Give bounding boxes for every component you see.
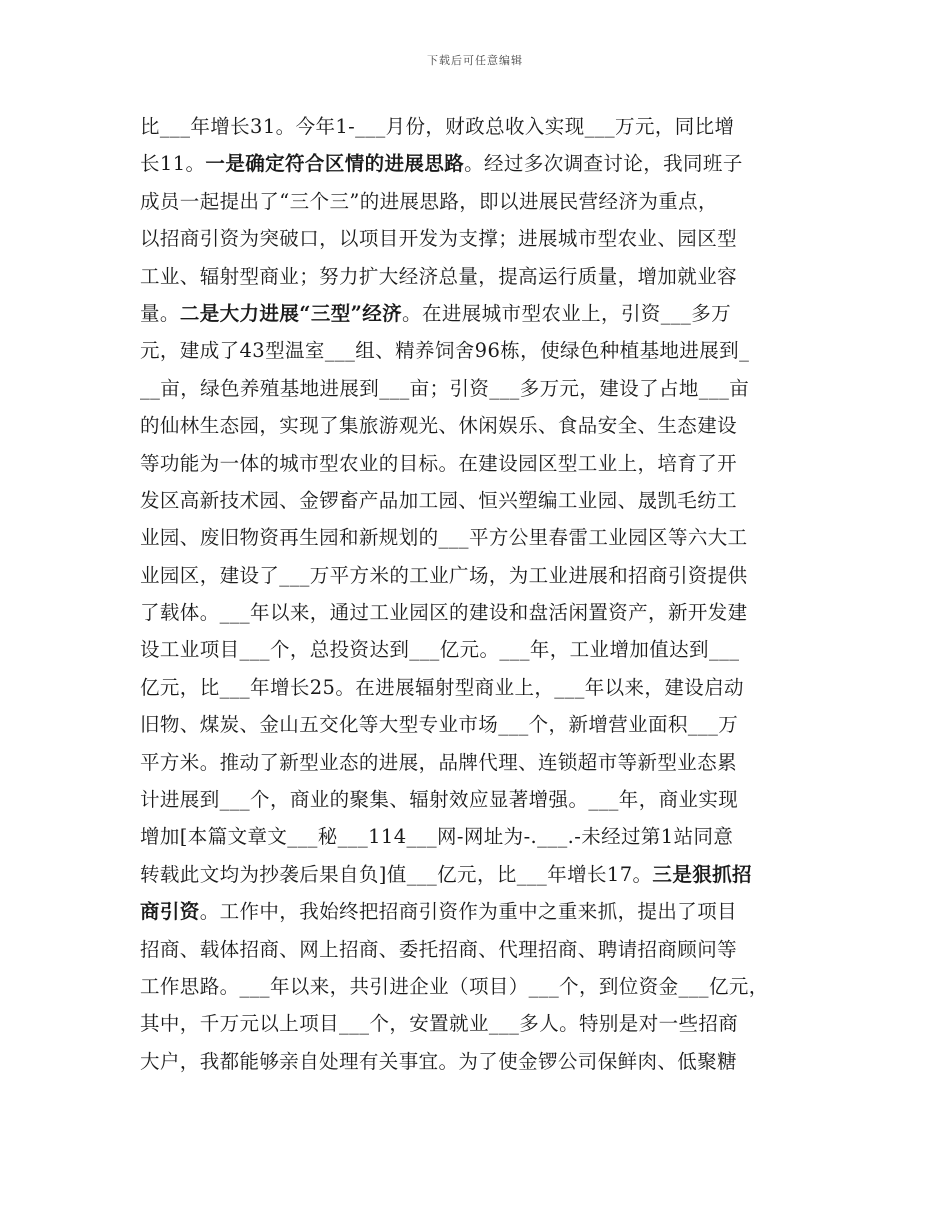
text-line: [140, 744, 812, 781]
text-line: [140, 706, 812, 743]
body-text-segment: 比___年增长31。今年1-___月份，财政总收入实现___万元，同比增: [140, 115, 735, 138]
body-text-segment: 量。: [140, 301, 180, 325]
text-line: [140, 669, 812, 706]
body-text-segment: 平方米。推动了新型业态的进展，品牌代理、连锁超市等新型业态累: [140, 750, 738, 774]
body-text-segment: 成员一起提出了“三个三”的进展思路，即以进展民营经济为重点，: [140, 189, 718, 213]
body-text-segment: 等功能为一体的城市型农业的目标。在建设园区型工业上，培育了开: [140, 451, 738, 475]
page-header-note: 下载后可任意编辑: [427, 54, 523, 67]
body-text-segment: 以招商引资为突破口，以项目开发为支撑；进展城市型农业、园区型: [140, 227, 738, 251]
body-text-segment: 其中，千万元以上项目___个，安置就业___多人。特别是对一些招商: [140, 1012, 739, 1036]
text-line: [140, 557, 812, 594]
document-body: [140, 108, 812, 1080]
text-line: [140, 631, 812, 668]
body-text-segment: 业园区，建设了___万平方米的工业广场，为工业进展和招商引资提供: [140, 563, 748, 587]
text-line: [140, 1005, 812, 1042]
body-text-segment: 计进展到___个，商业的聚集、辐射效应显著增强。___年，商业实现: [140, 788, 739, 812]
body-text-segment: 设工业项目___个，总投资达到___亿元。___年，工业增加值达到___: [140, 638, 740, 662]
body-text-segment: 招商、载体招商、网上招商、委托招商、代理招商、聘请招商顾问等: [140, 937, 738, 961]
body-text-segment: 工作思路。___年以来，共引进企业（项目）___个，到位资金___亿元，: [140, 974, 769, 998]
body-text-segment: 发区高新技术园、金锣畜产品加工园、恒兴塑编工业园、晟凯毛纺工: [140, 488, 738, 512]
text-line: [140, 295, 812, 332]
text-line: [140, 519, 812, 556]
text-line: [140, 258, 812, 295]
text-line: [140, 445, 812, 482]
text-line: [140, 893, 812, 930]
body-text-segment: 工业、辐射型商业；努力扩大经济总量，提高运行质量，增加就业容: [140, 264, 738, 288]
bold-heading-text: 二是大力进展“三型”经济: [179, 301, 403, 325]
body-text-segment: 。在进展城市型农业上，引资___多万: [402, 301, 731, 325]
body-text-segment: 旧物、煤炭、金山五交化等大型专业市场___个，新增营业面积___万: [140, 713, 739, 737]
text-line: [140, 482, 812, 519]
text-line: [140, 108, 812, 145]
body-text-segment: __亩，绿色养殖基地进展到___亩；引资___多万元，建设了占地___亩: [140, 376, 750, 400]
text-line: [140, 818, 812, 855]
text-line: [140, 407, 812, 444]
body-text-segment: 元，建成了43型温室___组、精养饲舍96栋，使绿色种植基地进展到_: [140, 339, 750, 363]
bold-heading-text: 三是狠抓招: [652, 862, 752, 886]
body-text-segment: 转载此文均为抄袭后果自负]值___亿元，比___年增长17。: [140, 862, 653, 886]
text-line: [140, 1043, 812, 1080]
bold-heading-text: 商引资: [140, 900, 200, 924]
body-text-segment: 亿元，比___年增长25。在进展辐射型商业上，___年以来，建设启动: [140, 675, 744, 699]
text-line: [140, 781, 812, 818]
text-line: [140, 145, 812, 182]
body-text-segment: 业园、废旧物资再生园和新规划的___平方公里春雷工业园区等六大工: [140, 526, 748, 550]
text-line: [140, 332, 812, 369]
body-text-segment: 了载体。___年以来，通过工业园区的建设和盘活闲置资产，新开发建: [140, 601, 748, 625]
body-text-segment: 。工作中，我始终把招商引资作为重中之重来抓，提出了项目: [199, 900, 738, 924]
text-line: [140, 931, 812, 968]
text-line: [140, 856, 812, 893]
text-line: [140, 594, 812, 631]
text-line: [140, 370, 812, 407]
body-text-segment: 的仙林生态园，实现了集旅游观光、休闲娱乐、食品安全、生态建设: [140, 414, 738, 438]
text-line: [140, 183, 812, 220]
text-line: [140, 220, 812, 257]
body-text-segment: 增加[本篇文章文___秘___114___网-网址为-.___.-未经过第1站同意: [140, 825, 734, 849]
bold-heading-text: 一是确定符合区情的进展思路: [205, 152, 465, 176]
body-text-segment: 长11。: [140, 152, 206, 176]
body-text-segment: 大户，我都能够亲自处理有关事宜。为了使金锣公司保鲜肉、低聚糖: [140, 1049, 738, 1073]
body-text-segment: 。经过多次调查讨论，我同班子: [464, 152, 743, 176]
text-line: [140, 968, 812, 1005]
